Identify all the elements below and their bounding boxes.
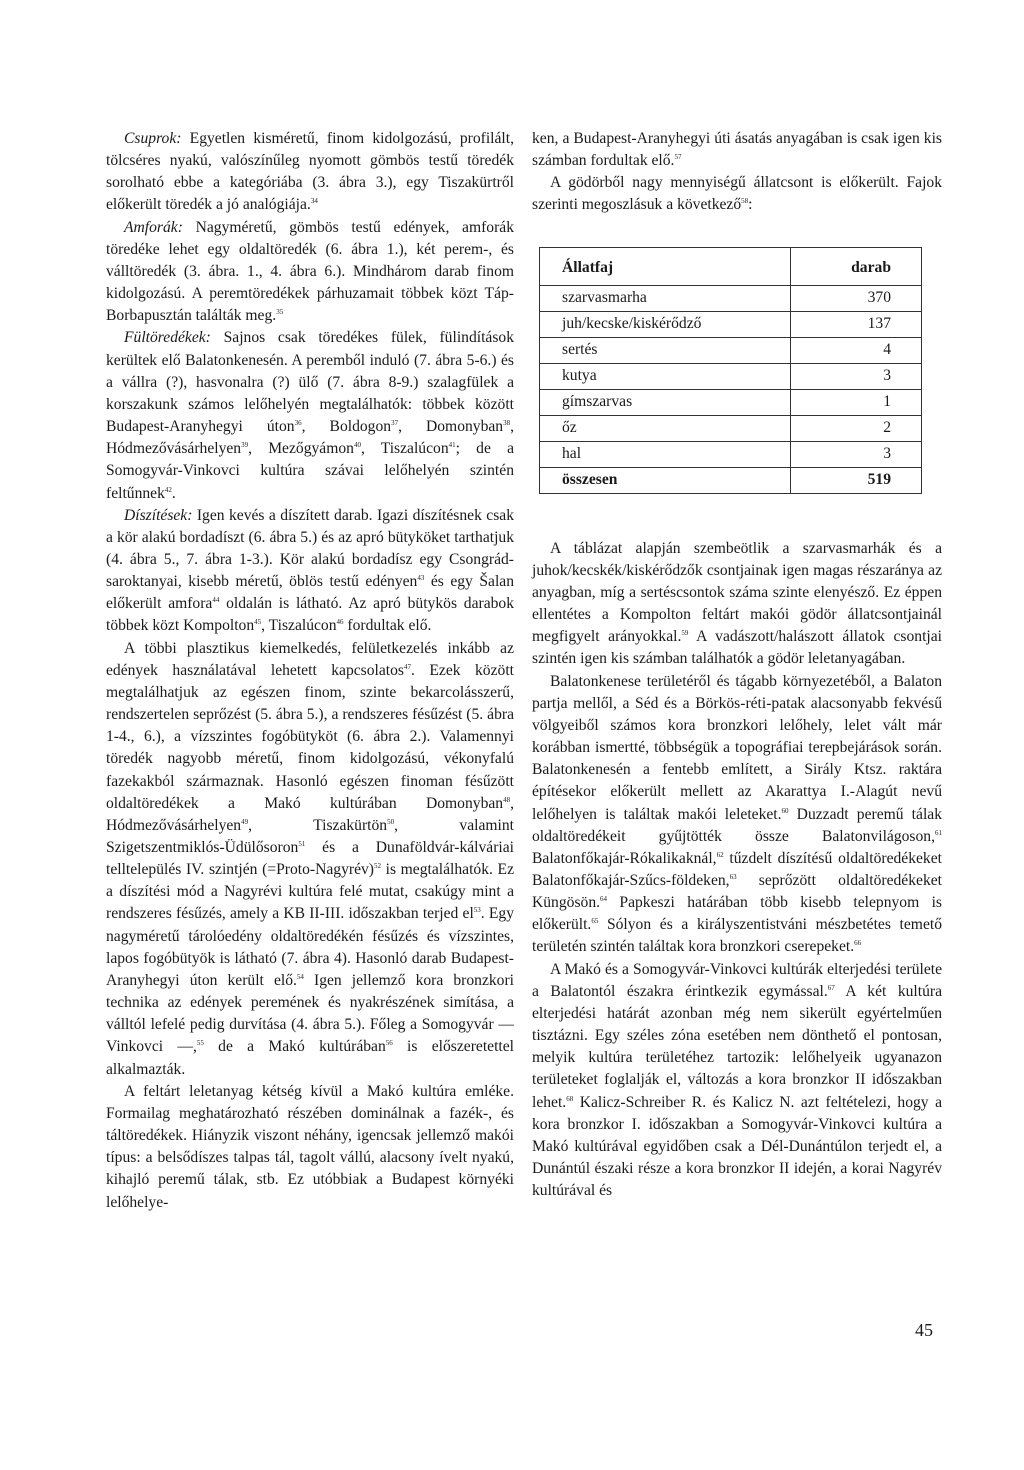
- footnote-ref: 45: [254, 618, 262, 627]
- footnote-ref: 51: [298, 840, 306, 848]
- text-run: Egyetlen kisméretű, finom kidolgozású, profilált, tölcséres nyakú, valószínűleg nyomott gömbös testű töredék sorolható ebbe a kategóriába (3. ábra 3.), egy Tiszakürtről előkerült töredék a jó analógiája.: [106, 130, 514, 214]
- footnote-ref: 68: [566, 1094, 574, 1103]
- table-row: [540, 285, 922, 311]
- footnote-ref: 50: [387, 817, 395, 826]
- footnote-ref: 41: [448, 441, 456, 450]
- header-count: darab: [791, 247, 922, 285]
- footnote-ref: 63: [729, 872, 737, 881]
- text-run: , Hódmezővásárhelyen: [106, 418, 514, 458]
- footnote-ref: 40: [353, 441, 361, 450]
- text-run: . Ezek között megtalálhatjuk az egészen finom, szinte bekarcolásszerű, rendszertelen seprőzést (5. ábra 5.), a rendszeres fésűzést (5. ábra 1-4., 6.), a vízszintes fogóbütyköt (6. ábra 2.). Valamennyi töredék nagyobb méretű, finom kidolgozású, vékonyfalú fazekakból származnak. Hasonló egészen finoman fésűzött oldaltöredékek a Makó kultúrában Domonyban: [106, 661, 514, 812]
- footnote-ref: 44: [212, 596, 220, 605]
- text-run: és egy Šalan előkerült amfora: [106, 573, 514, 613]
- text-run: is előszeretettel alkalmazták.: [106, 1038, 514, 1078]
- text-run: Balatonkenese területéről és tágabb környezetéből, a Balaton partja mellől, a Séd és a Börkös-réti-patak alacsonyabb fekvésű völgyeiből számos kora bronzkori lelőhely, lelet vált már korábban ismertté, többségük a topográfiai terepbejárások során. Balatonkenesén a fentebb említett, a Sirály Ktsz. raktára építésekor előkerült mellett az Akarattya I.-Alagút nevű lelőhelyen is találtak makói leleteket.: [532, 672, 942, 823]
- text-run: Sólyon és a királyszentistváni mészbetétes temető területén szintén találtak kora bronzkori cserepeket.: [532, 916, 942, 956]
- footnote-ref: 65: [591, 917, 599, 926]
- count-cell: 3: [791, 441, 922, 467]
- table-row: [540, 389, 922, 415]
- text-run: Igen kevés a díszített darab. Igazi díszítésnek csak a kör alakú bordadíszt (6. ábra 5.) és az apró bütyköket tarthatjuk (4. ábra 5., 7. ábra 1-3.). Kör alakú bordadísz egy Csongrád-saroktanyai, kisebb méretű, öblös testű edényen: [106, 506, 514, 591]
- text-run: Kalicz-Schreiber R. és Kalicz N. azt feltételezi, hogy a kora bronzkor I. időszakban a Somogyvár-Vinkovci kultúra a Makó kultúrával egyidőben csak a Dél-Dunántúlon terjedt el, a Dunántúl északi része a kora bronzkor II idején, a korai Nagyrév kultúrával és: [532, 1093, 942, 1200]
- species-cell: őz: [540, 415, 791, 441]
- total-label: összesen: [540, 467, 791, 493]
- text-run: , Mezőgyámon: [248, 440, 354, 458]
- footnote-ref: 58: [741, 197, 749, 206]
- text-run: A feltárt leletanyag kétség kívül a Makó kultúra emléke. Formailag meghatározható részében dominálnak a fazék-, és táltöredékek. Hiányzik viszont néhány, igencsak jellemző makói típus: a belsődíszes talpas tál, tagolt vállú, alacsony ívelt nyakú, kihajló peremű tálak, stb. Ez utóbbiak a Budapest környéki lelőhelye-: [106, 1082, 514, 1211]
- footnote-ref: 39: [241, 441, 249, 450]
- paragraph-amforak: [106, 217, 514, 328]
- section-heading: Amforák:: [124, 218, 183, 236]
- footnote-ref: 49: [241, 817, 249, 826]
- count-cell: 137: [791, 311, 922, 337]
- text-run: ; de a Somogyvár-Vinkovci kultúra szávai lelőhelyén szintén feltűnnek: [106, 440, 514, 502]
- table-row: [540, 415, 922, 441]
- text-run: Sajnos csak töredékes fülek, fülindítások kerültek elő Balatonkenesén. A peremből induló (7. ábra 5-6.) és a vállra (?), hasvonalra (?) ülő (7. ábra 8-9.) szalagfülek a korszakunk számos lelőhelyén megtalálhatók: többek között Budapest-Aranyhegyi úton: [106, 329, 514, 436]
- footnote-ref: 61: [935, 828, 942, 837]
- footnote-ref: 37: [391, 419, 399, 428]
- text-run: Nagyméretű, gömbös testű edények, amforák töredéke lehet egy oldaltöredék (6. ábra 1.), két perem-, és válltöredék (3. ábra. 1., 4. ábra 6.). Mindhárom darab finom kidolgozású. A peremtöredékek párhuzamait többek közt Táp-Borbapusztán találták meg.: [106, 218, 514, 325]
- species-cell: szarvasmarha: [540, 285, 791, 311]
- species-cell: kutya: [540, 363, 791, 389]
- table-header-row: [540, 247, 922, 285]
- fauna-table: [539, 247, 922, 494]
- count-cell: 3: [791, 363, 922, 389]
- table-row: [540, 337, 922, 363]
- footnote-ref: 66: [854, 939, 862, 948]
- section-heading: Fültöredékek:: [124, 329, 211, 347]
- text-run: tűzdelt díszítésű oldaltöredékeket Balatonfőkajár-Szűcs-földeken,: [532, 849, 942, 889]
- footnote-ref: 67: [827, 983, 835, 992]
- text-run: seprőzött oldaltöredékeket Küngösön.: [532, 871, 942, 912]
- right-column: [532, 128, 942, 1202]
- text-run: A táblázat alapján szembeötlik a szarvasmarhák és a juhok/kecskék/kiskérődzők csontjainak igen magas részaránya az anyagban, míg a sertéscsontok száma szinte elenyésző. Ez éppen ellentétes a Kompolton feltárt makói gödör állatcsontjainál megfigyelt arányokkal.: [532, 539, 942, 646]
- species-cell: gímszarvas: [540, 389, 791, 415]
- paragraph-mako-somogyvar: [532, 959, 942, 1203]
- text-run: de a Makó kultúrában: [203, 1038, 386, 1056]
- footnote-ref: 57: [674, 153, 682, 162]
- species-cell: sertés: [540, 337, 791, 363]
- text-run: A gödörből nagy mennyiségű állatcsont is előkerült. Fajok szerinti megoszlásuk a következő: [532, 174, 942, 214]
- footnote-ref: 38: [503, 419, 511, 428]
- footnote-ref: 46: [336, 618, 344, 627]
- footnote-ref: 62: [716, 850, 724, 859]
- text-run: A többi plasztikus kiemelkedés, felületkezelés inkább az edények használatával lehetett kapcsolatos: [106, 639, 514, 679]
- text-run: A Makó és a Somogyvár-Vinkovci kultúrák elterjedési területe a Balatontól északra érintkezik egymással.: [532, 960, 942, 1000]
- count-cell: 1: [791, 389, 922, 415]
- text-run: . Egy nagyméretű tárolóedény oldaltöredékén fésűzés és vízszintes, lapos fogóbütyök is látható (7. ábra 4). Hasonló darab Budapest-Aranyhegyi úton került elő.: [106, 905, 514, 989]
- text-run: Duzzadt peremű tálak oldaltöredékeit gyűjtötték össze Balatonvilágoson,: [532, 805, 942, 845]
- footnote-ref: 56: [385, 1039, 393, 1048]
- text-run: , Tiszalúcon: [261, 617, 337, 635]
- footnote-ref: 35: [276, 308, 284, 317]
- paragraph-diszitesek: [106, 505, 514, 638]
- text-run: ken, a Budapest-Aranyhegyi úti ásatás anyagában is csak igen kis számban fordultak elő.: [532, 130, 942, 170]
- header-species: Állatfaj: [540, 247, 791, 285]
- table-total-row: [540, 467, 922, 493]
- text-run: , Tiszakürtön: [248, 816, 388, 834]
- text-run: , valamint Szigetszentmiklós-Üdülősoron: [106, 816, 514, 856]
- text-run: Igen jellemző kora bronzkori technika az edények peremének és nyakrészének simítása, a válltól lefelé pedig durvítása (4. ábra 5.). Főleg a Somogyvár — Vinkovci —,: [106, 971, 514, 1056]
- text-run: oldalán is látható. Az apró bütykös darabok többek közt Kompolton: [106, 595, 515, 635]
- text-run: A vadászott/halászott állatok csontjai szintén igen kis számban találhatók a gödör leletanyagában.: [532, 628, 942, 668]
- text-run: :: [748, 196, 753, 214]
- left-column: [106, 128, 514, 1214]
- footnote-ref: 47: [404, 662, 411, 671]
- table-row: [540, 311, 922, 337]
- count-cell: 4: [791, 337, 922, 363]
- text-run: , Domonyban: [398, 418, 504, 436]
- footnote-ref: 34: [310, 197, 318, 206]
- section-heading: Csuprok:: [124, 130, 182, 147]
- text-run: és a Dunaföldvár-kálváriai telltelepülés IV. szintjén (=Proto-Nagyrév): [106, 839, 514, 879]
- count-cell: 2: [791, 415, 922, 441]
- footnote-ref: 55: [196, 1039, 204, 1048]
- species-cell: juh/kecske/kiskérődző: [540, 311, 791, 337]
- paragraph-csuprok: [106, 128, 514, 217]
- footnote-ref: 53: [473, 906, 481, 915]
- total-count: 519: [791, 467, 922, 493]
- paragraph-plasztikus: [106, 638, 514, 1081]
- table-body: [540, 285, 922, 467]
- text-run: , Hódmezővásárhelyen: [106, 794, 514, 834]
- footnote-ref: 54: [296, 972, 304, 981]
- page-number: 45: [915, 1320, 933, 1340]
- section-heading: Díszítések:: [124, 506, 193, 524]
- text-run: , Tiszalúcon: [360, 440, 449, 458]
- table-row: [540, 441, 922, 467]
- footnote-ref: 42: [164, 485, 172, 494]
- text-run: Balatonfőkajár-Rókalikaknál,: [532, 849, 717, 867]
- paragraph-fultoredekek: [106, 327, 514, 504]
- footnote-ref: 48: [503, 795, 511, 804]
- paragraph-continuation: [532, 128, 942, 172]
- paragraph-leletanyag: [106, 1081, 514, 1214]
- footnote-ref: 60: [781, 806, 789, 815]
- text-run: is megtalálhatók. Ez a díszítési mód a Nagyrévi kultúra felé mutat, csakúgy mint a rendszeres fésűzés, amely a KB II-III. időszakban terjed el: [106, 861, 514, 923]
- text-run: fordultak elő.: [343, 617, 432, 635]
- paragraph-allatcsont: [532, 172, 942, 216]
- paragraph-tablazat: [532, 538, 942, 671]
- text-run: Papkeszi határában több kisebb telepnyom is előkerült.: [532, 894, 942, 934]
- text-run: , Boldogon: [301, 418, 392, 436]
- footnote-ref: 43: [417, 574, 425, 583]
- footnote-ref: 64: [600, 895, 608, 904]
- text-run: .: [171, 484, 176, 502]
- species-cell: hal: [540, 441, 791, 467]
- table-row: [540, 363, 922, 389]
- footnote-ref: 59: [681, 629, 689, 638]
- footnote-ref: 36: [294, 419, 302, 428]
- footnote-ref: 52: [373, 862, 381, 871]
- text-run: A két kultúra elterjedési határát azonban még nem sikerült egyértelműen tisztázni. Egy széles zóna esetében nem dönthető el pontosan, melyik kultúra területéhez tartozik: lelőhelyeik ugyanazon területeket foglalják el, változás a kora bronzkor II időszakban lehet.: [532, 982, 942, 1111]
- count-cell: 370: [791, 285, 922, 311]
- paragraph-balatonkenese: [532, 671, 942, 959]
